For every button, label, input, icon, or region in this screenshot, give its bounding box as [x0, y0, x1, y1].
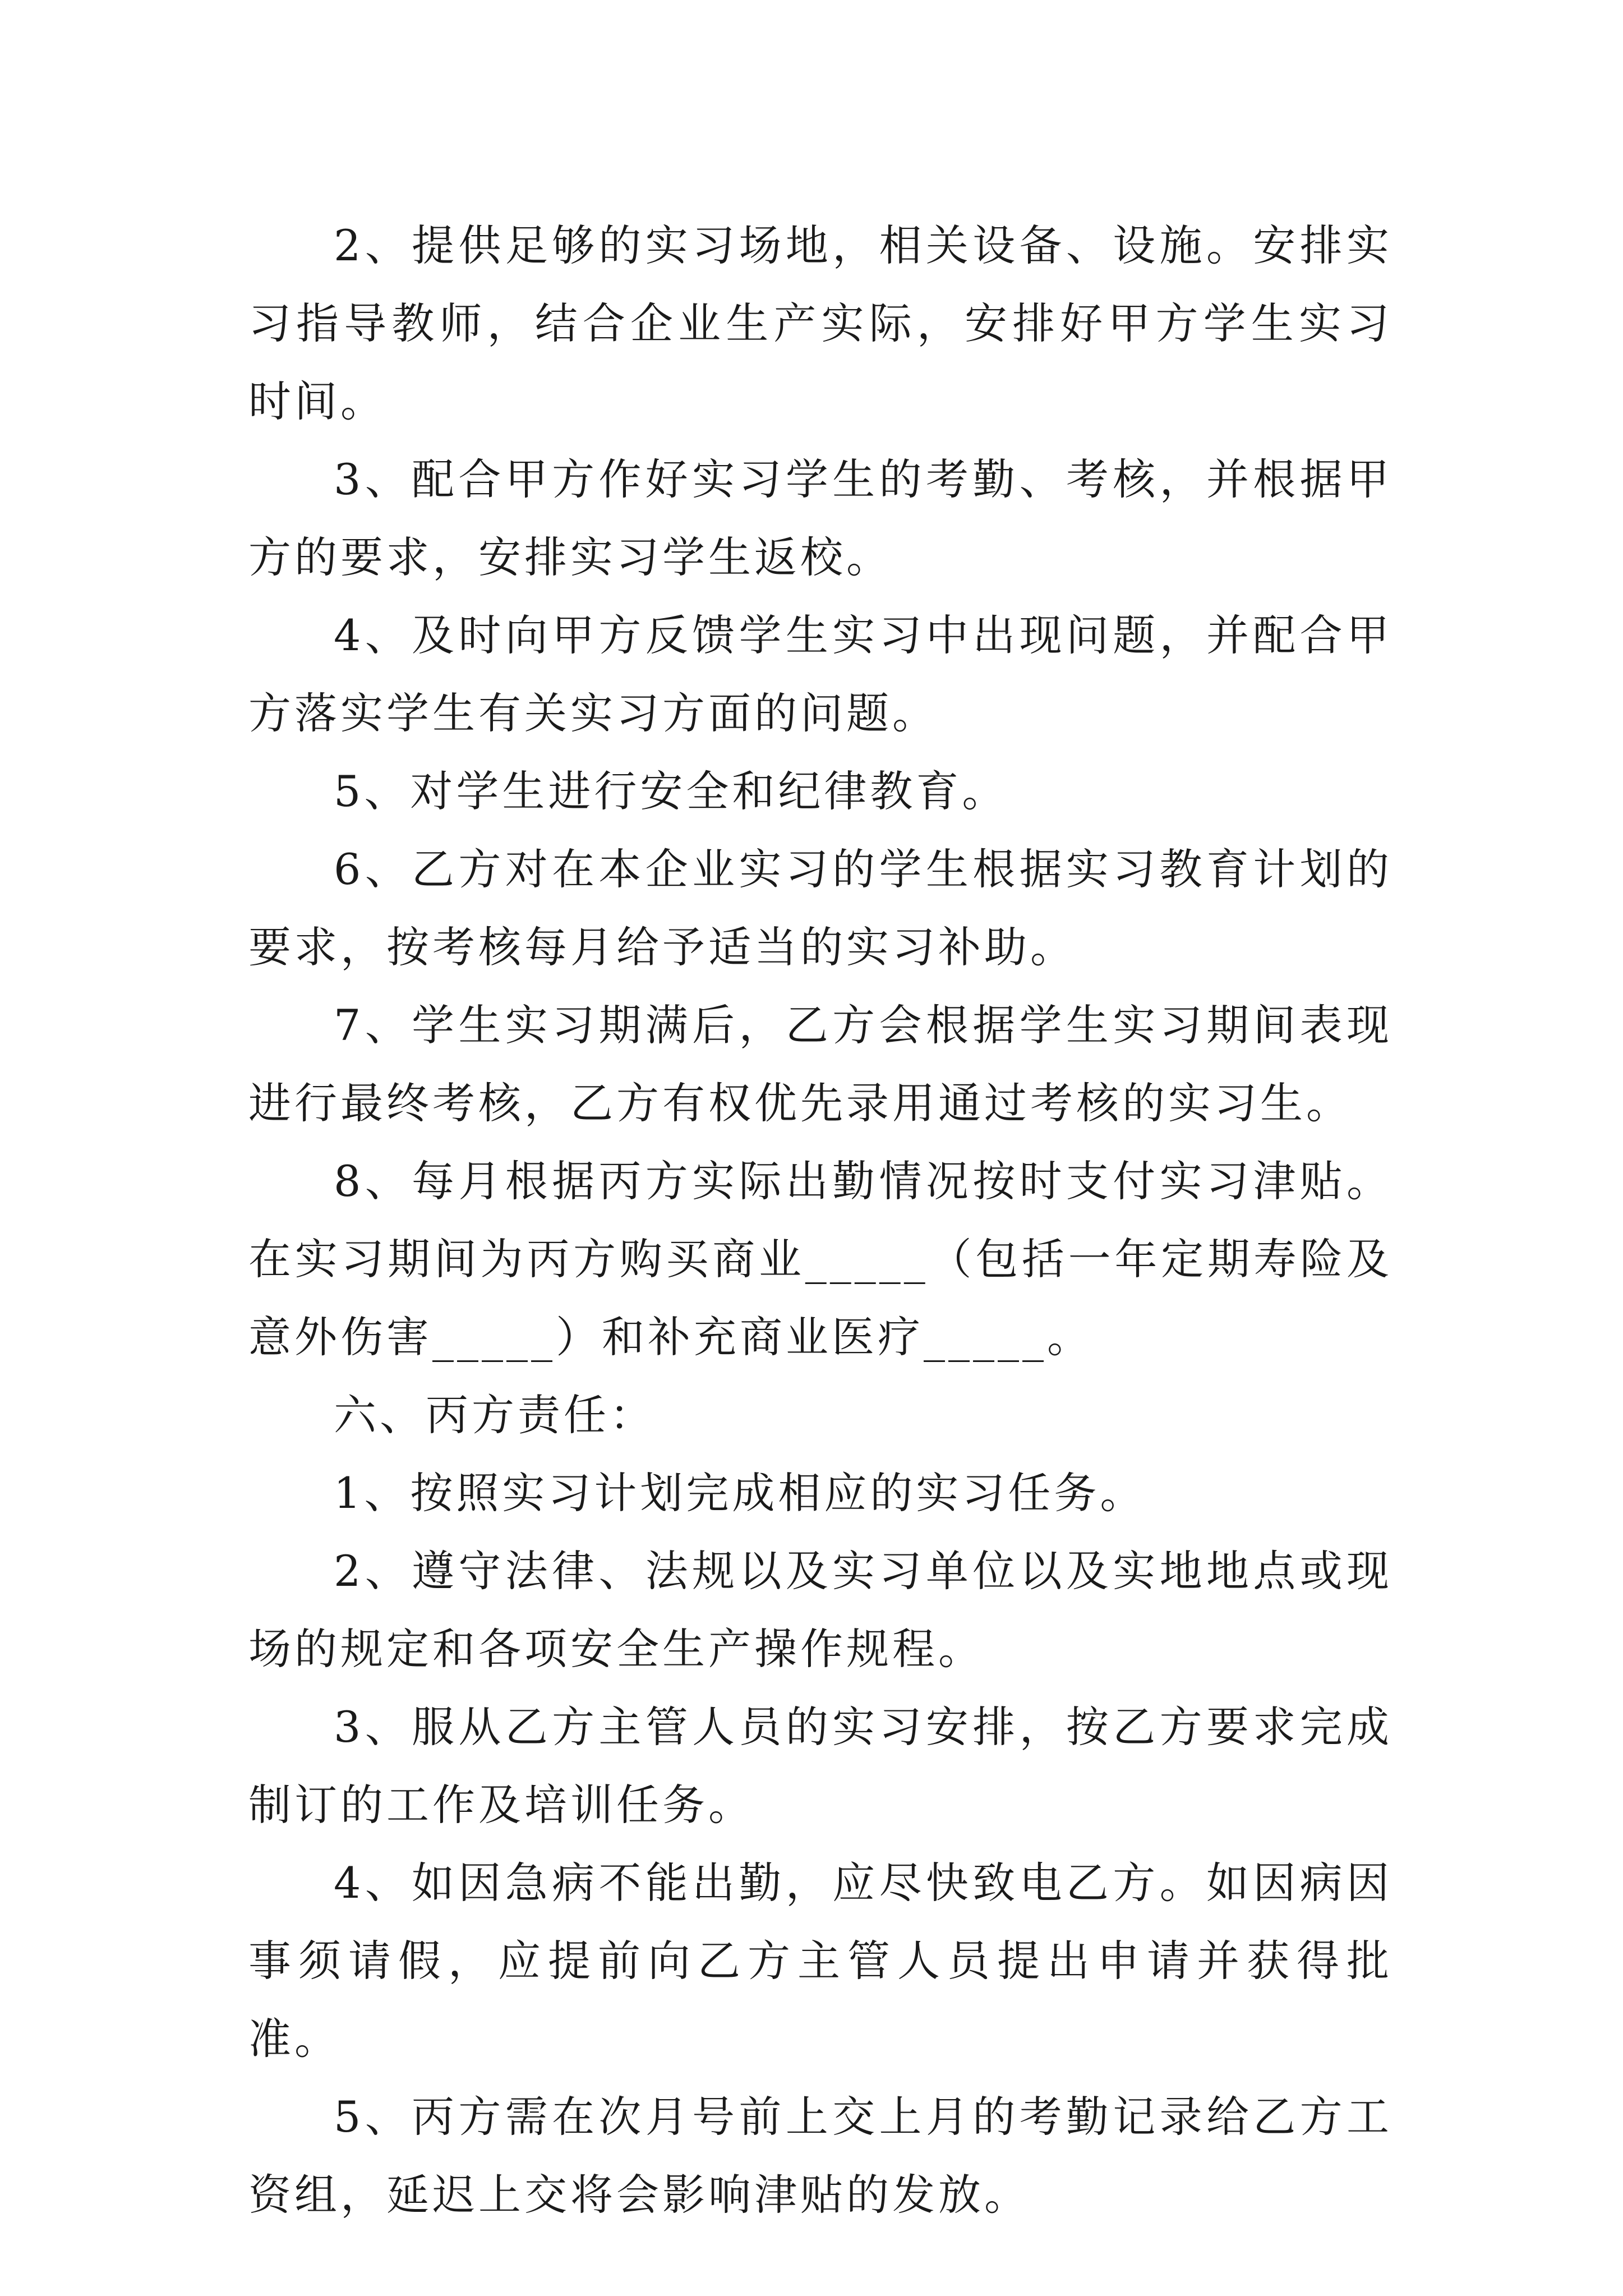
paragraph-5: 6、乙方对在本企业实习的学生根据实习教育计划的要求，按考核每月给予适当的实习补助。: [248, 844, 1393, 972]
paragraph-9: 2、遵守法律、法规以及实习单位以及实地地点或现场的规定和各项安全生产操作规程。: [248, 1546, 1393, 1674]
paragraph-2: 3、配合甲方作好实习学生的考勤、考核，并根据甲方的要求，安排实习学生返校。: [248, 454, 1393, 582]
paragraph-3: 4、及时向甲方反馈学生实习中出现问题，并配合甲方落实学生有关实习方面的问题。: [248, 610, 1393, 738]
paragraph-6: 7、学生实习期满后，乙方会根据学生实习期间表现进行最终考核，乙方有权优先录用通过考核的实习生。: [248, 1000, 1393, 1128]
paragraph-7: 8、每月根据丙方实际出勤情况按时支付实习津贴。在实习期间为丙方购买商业_____（包括一年定期寿险及意外伤害_____）和补充商业医疗_____。: [248, 1156, 1393, 1362]
paragraph-10: 3、服从乙方主管人员的实习安排，按乙方要求完成制订的工作及培训任务。: [248, 1702, 1393, 1830]
paragraph-1: 2、提供足够的实习场地，相关设备、设施。安排实习指导教师，结合企业生产实际，安排好甲方学生实习时间。: [248, 220, 1393, 426]
paragraph-11: 4、如因急病不能出勤，应尽快致电乙方。如因病因事须请假，应提前向乙方主管人员提出申请并获得批准。: [248, 1858, 1393, 2064]
paragraph-8: 1、按照实习计划完成相应的实习任务。: [334, 1468, 1146, 1518]
paragraph-4: 5、对学生进行安全和纪律教育。: [334, 766, 1008, 816]
section-heading: 六、丙方责任：: [334, 1390, 656, 1440]
document-body: [248, 206, 1393, 2234]
paragraph-12: 5、丙方需在次月号前上交上月的考勤记录给乙方工资组，延迟上交将会影响津贴的发放。: [248, 2092, 1393, 2220]
